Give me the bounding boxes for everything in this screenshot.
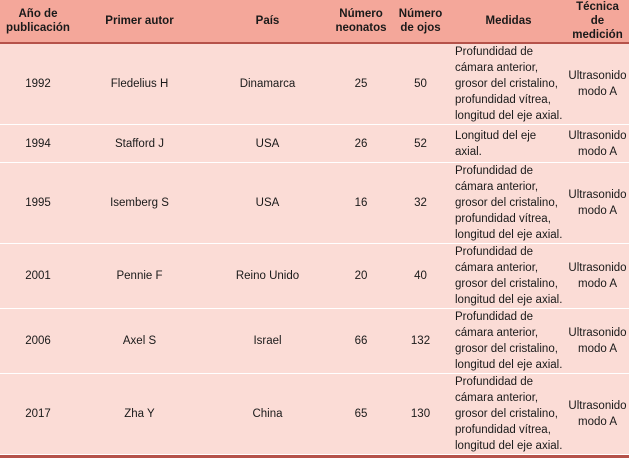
cell-author: Axel S <box>122 335 157 347</box>
cell-year: 1994 <box>25 137 51 150</box>
cell-year: 2006 <box>25 335 51 347</box>
cell-technique: Ultrasonido modo A <box>568 189 627 217</box>
cell-author: Zha Y <box>124 408 155 420</box>
cell-eyes: 132 <box>410 335 431 347</box>
cell-neonates: 25 <box>354 78 368 90</box>
cell-year: 1995 <box>25 197 51 209</box>
header-eyes: Número de ojos <box>390 0 451 43</box>
cell-eyes: 32 <box>414 197 427 209</box>
cell-technique: Ultrasonido modo A <box>568 262 627 290</box>
header-country: País <box>203 0 332 43</box>
cell-technique: Ultrasonido modo A <box>568 400 627 428</box>
cell-year: 2001 <box>25 270 51 282</box>
table-bottom-rule <box>0 455 629 459</box>
cell-eyes: 40 <box>414 270 427 282</box>
cell-measures: Profundidad de cámara anterior, grosor del cristalino, profundidad vítrea, longitud del eje axial. <box>455 165 563 241</box>
header-technique: Técnica de medición <box>566 0 629 43</box>
cell-measures: Longitud del eje axial. <box>455 129 537 158</box>
cell-country: Dinamarca <box>239 78 296 90</box>
cell-author: Isemberg S <box>110 197 169 209</box>
cell-measures: Profundidad de cámara anterior, grosor del cristalino, longitud del eje axial. <box>455 246 563 306</box>
header-row <box>0 0 629 43</box>
cell-eyes: 50 <box>414 78 427 90</box>
header-measures: Medidas <box>451 0 566 43</box>
table-row <box>0 374 629 455</box>
cell-year: 2017 <box>25 408 51 420</box>
cell-country: USA <box>255 197 280 209</box>
cell-technique: Ultrasonido modo A <box>568 70 627 98</box>
cell-eyes: 52 <box>414 137 427 150</box>
header-year: Año de publicación <box>0 0 76 43</box>
cell-author: Stafford J <box>114 137 164 150</box>
bottom-rule-cell <box>0 455 629 459</box>
cell-country: China <box>252 408 283 420</box>
table-row <box>0 43 629 125</box>
cell-neonates: 66 <box>354 335 368 347</box>
cell-neonates: 26 <box>354 137 368 150</box>
cell-country: Israel <box>253 335 282 347</box>
cell-year: 1992 <box>25 78 51 90</box>
cell-author: Pennie F <box>116 270 163 282</box>
table-row <box>0 309 629 374</box>
cell-measures: Profundidad de cámara anterior, grosor del cristalino, profundidad vítrea, longitud del eje axial. <box>455 46 563 122</box>
cell-technique: Ultrasonido modo A <box>568 327 627 355</box>
cell-country: USA <box>255 137 280 150</box>
cell-author: Fledelius H <box>110 78 169 90</box>
cell-technique: Ultrasonido modo A <box>568 129 627 158</box>
cell-neonates: 16 <box>354 197 368 209</box>
header-first-author: Primer autor <box>76 0 203 43</box>
table-row <box>0 244 629 309</box>
cell-country: Reino Unido <box>235 270 300 282</box>
header-neonates: Número neonatos <box>332 0 390 43</box>
cell-measures: Profundidad de cámara anterior, grosor del cristalino, longitud del eje axial. <box>455 311 563 371</box>
cell-neonates: 20 <box>354 270 368 282</box>
cell-measures: Profundidad de cámara anterior, grosor del cristalino, profundidad vítrea, longitud del eje axial. <box>455 376 563 452</box>
table-row <box>0 125 629 163</box>
table-row <box>0 163 629 244</box>
cell-neonates: 65 <box>354 408 368 420</box>
cell-eyes: 130 <box>410 408 431 420</box>
